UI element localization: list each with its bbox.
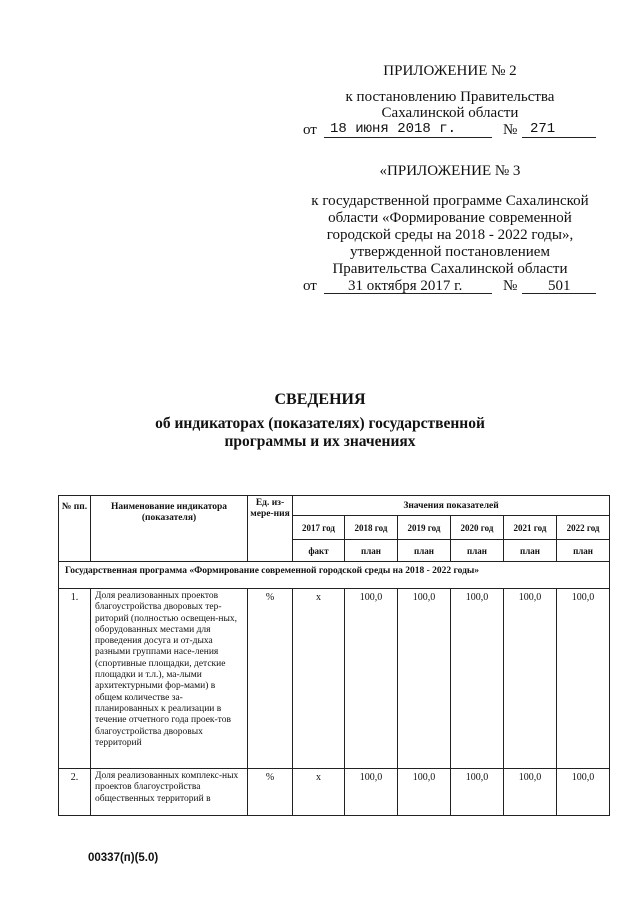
appendix-3-line-3: городской среды на 2018 - 2022 годы», — [326, 227, 574, 243]
header-number: № пп. — [59, 496, 91, 562]
header-indicator-name: Наименование индикатора (показателя) — [91, 496, 248, 562]
appendix-2-date-line — [324, 137, 492, 138]
row-value-2020: 100,0 — [451, 589, 504, 769]
appendix-2-from-label: от — [303, 122, 317, 138]
row-value-2019: 100,0 — [398, 769, 451, 816]
header-kind-2018: план — [345, 540, 398, 562]
header-year-2022: 2022 год — [557, 516, 610, 540]
row-value-2017: x — [293, 589, 345, 769]
document-subtitle-line-1: об индикаторах (показателях) государственной — [155, 415, 485, 432]
document-code: 00337(п)(5.0) — [88, 852, 159, 864]
header-kind-2022: план — [557, 540, 610, 562]
appendix-3-line-5: Правительства Сахалинской области — [332, 261, 568, 277]
row-value-2019: 100,0 — [398, 589, 451, 769]
appendix-3-title: «ПРИЛОЖЕНИЕ № 3 — [379, 163, 521, 179]
row-value-2018: 100,0 — [345, 589, 398, 769]
table-row — [59, 769, 610, 816]
program-row: Государственная программа «Формирование современной городской среды на 2018 - 2022 годы» — [59, 562, 610, 589]
header-unit: Ед. из-мере-ния — [248, 496, 293, 562]
header-kind-2021: план — [504, 540, 557, 562]
header-year-2020: 2020 год — [451, 516, 504, 540]
appendix-3-line-4: утвержденной постановлением — [350, 244, 550, 260]
row-value-2017: x — [293, 769, 345, 816]
appendix-2-number: 271 — [530, 121, 556, 137]
row-number: 2. — [59, 769, 91, 816]
appendix-2-line-1: к постановлению Правительства — [345, 89, 555, 105]
row-indicator-name: Доля реализованных проектов благоустройства дворовых тер-риторий (полностью освещен-ных, оборудованных местами для проведения досуга и от-дыха разными группами насе-ления (спортивные площадки, детские площадки и т.л.), ма-лыми архитектурными фор-мами) в общем количестве за-планированных к реализации в течение отчетного года проек-тов благоустройства дворовых территорий — [91, 589, 248, 769]
appendix-2-number-line — [522, 137, 596, 138]
row-unit: % — [248, 589, 293, 769]
appendix-3-from-label: от — [303, 278, 317, 294]
header-year-2017: 2017 год — [293, 516, 345, 540]
row-value-2018: 100,0 — [345, 769, 398, 816]
row-value-2022: 100,0 — [557, 769, 610, 816]
header-year-2018: 2018 год — [345, 516, 398, 540]
indicators-table — [58, 495, 610, 816]
appendix-3-line-2: области «Формирование современной — [328, 210, 572, 226]
appendix-2-title: ПРИЛОЖЕНИЕ № 2 — [383, 63, 517, 79]
appendix-3-num-label: № — [503, 278, 518, 294]
document-subtitle-line-2: программы и их значениях — [224, 433, 416, 450]
header-kind-2017: факт — [293, 540, 345, 562]
table-row — [59, 589, 610, 769]
row-value-2022: 100,0 — [557, 589, 610, 769]
header-kind-2019: план — [398, 540, 451, 562]
row-value-2020: 100,0 — [451, 769, 504, 816]
appendix-2-line-2: Сахалинской области — [381, 105, 519, 121]
appendix-3-number: 501 — [548, 278, 571, 294]
row-value-2021: 100,0 — [504, 589, 557, 769]
document-title: СВЕДЕНИЯ — [274, 391, 366, 408]
appendix-3-line-1: к государственной программе Сахалинской — [311, 193, 589, 209]
row-number: 1. — [59, 589, 91, 769]
appendix-2-num-label: № — [503, 122, 518, 138]
row-value-2021: 100,0 — [504, 769, 557, 816]
row-unit: % — [248, 769, 293, 816]
header-values: Значения показателей — [293, 496, 610, 516]
appendix-2-date: 18 июня 2018 г. — [330, 121, 457, 137]
appendix-3-date: 31 октября 2017 г. — [348, 278, 463, 294]
row-indicator-name: Доля реализованных комплекс-ных проектов благоустройства общественных территорий в — [91, 769, 248, 816]
header-year-2019: 2019 год — [398, 516, 451, 540]
header-year-2021: 2021 год — [504, 516, 557, 540]
header-kind-2020: план — [451, 540, 504, 562]
